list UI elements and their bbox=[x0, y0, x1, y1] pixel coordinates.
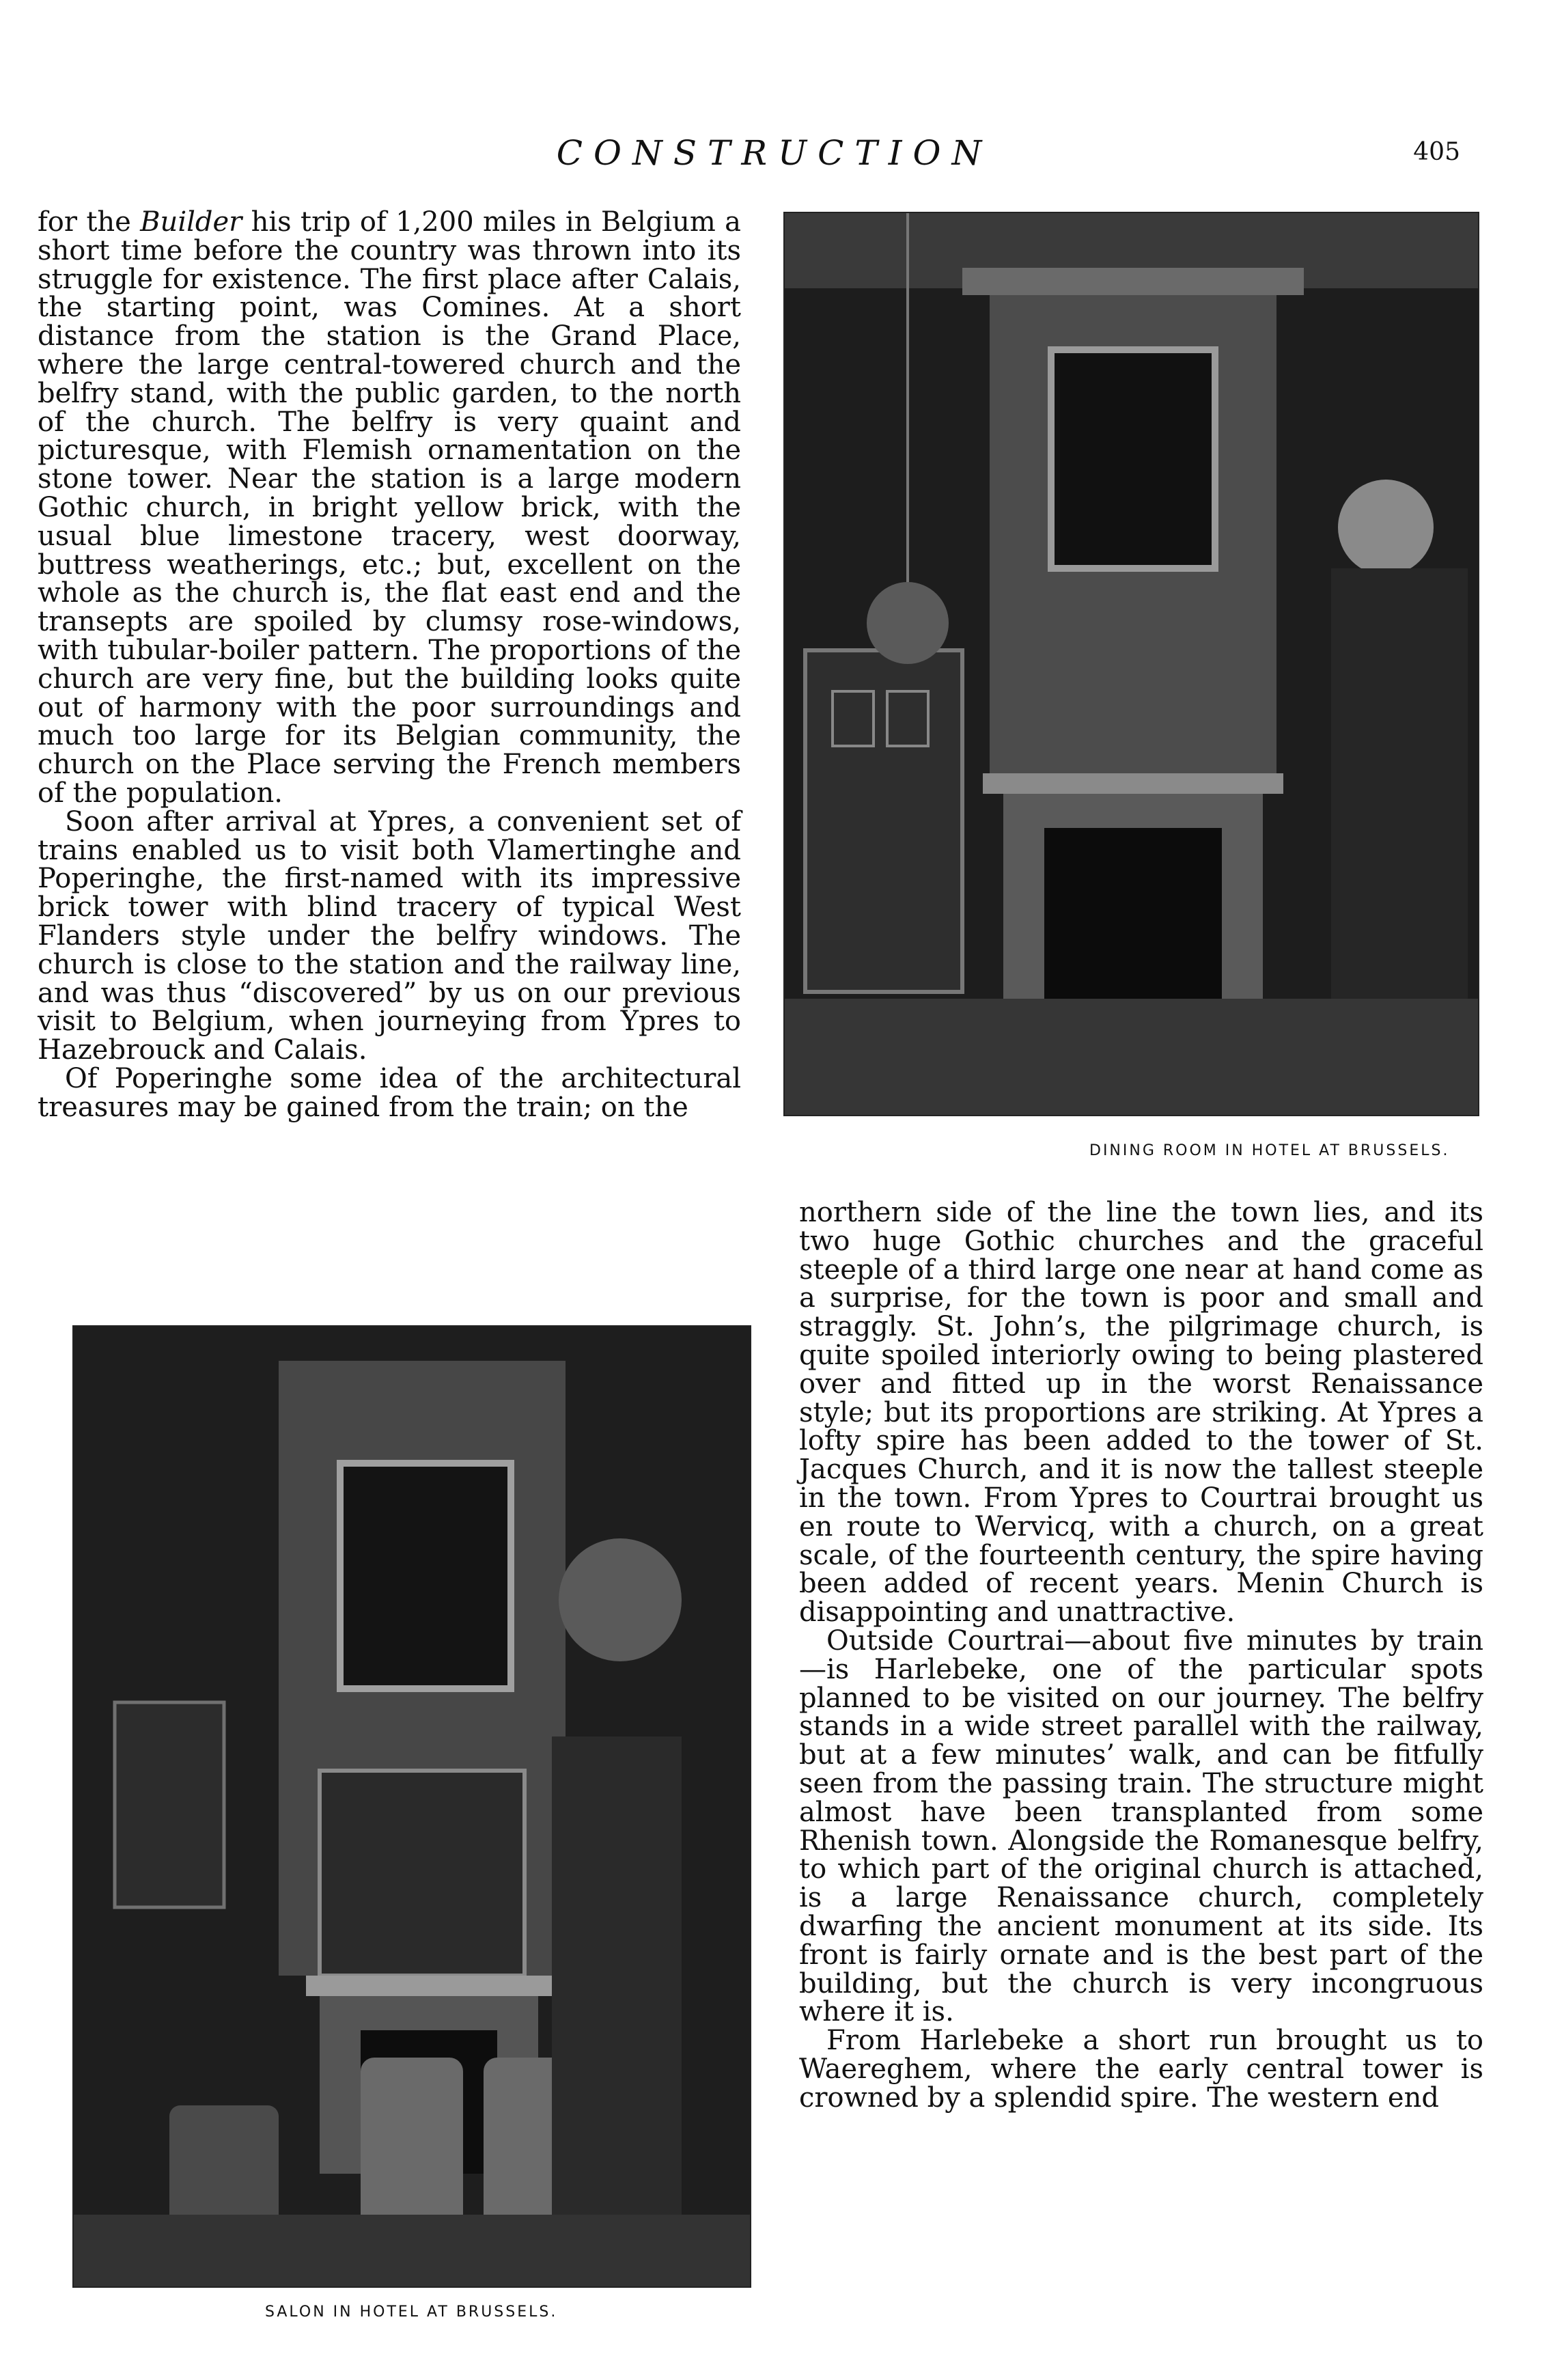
running-header-title: CONSTRUCTION bbox=[556, 133, 993, 173]
paragraph bbox=[38, 208, 741, 808]
salon-illustration bbox=[74, 1327, 750, 2286]
paragraph: Outside Courtrai—about five minutes by train—is Harlebeke, one of the particular spots planned to be visited on our journey. The belfry stands in a wide street parallel with the railway, but at a few minutes’ walk, and can be fitfully seen from the passing train. The structure might almost have been transplanted from some Rhenish town. Alongside the Romanesque belfry, to which part of the original church is attached, is a large Renaissance church, completely dwarfing the ancient monument at its side. Its front is fairly ornate and is the best part of the building, but the church is very incongruous where it is. bbox=[799, 1624, 1483, 2028]
publication-name: Builder bbox=[140, 206, 242, 238]
salon-photograph bbox=[72, 1325, 751, 2288]
dining-room-photograph bbox=[783, 212, 1479, 1116]
dining-room-caption: DINING ROOM IN HOTEL AT BRUSSELS. bbox=[1089, 1142, 1450, 1159]
page-number: 405 bbox=[1413, 138, 1460, 166]
paragraph-text: for the bbox=[38, 206, 141, 238]
paragraph: Of Poperinghe some idea of the architectural treasures may be gained from the train; on the bbox=[38, 1062, 741, 1123]
salon-caption: SALON IN HOTEL AT BRUSSELS. bbox=[265, 2303, 558, 2321]
left-column-text bbox=[38, 208, 741, 1122]
paragraph: Soon after arrival at Ypres, a convenient set of trains enabled us to visit both Vlamertinghe and Poperinghe, the first-named with its impressive brick tower with blind tracery of typical West Flanders style under the belfry windows. The church is close to the station and the railway line, and was thus “discovered” by us on our previous visit to Belgium, when journeying from Ypres to Hazebrouck and Calais. bbox=[38, 805, 741, 1066]
paragraph: From Harlebeke a short run brought us to Waereghem, where the early central tower is crowned by a splendid spire. The western end bbox=[799, 2025, 1483, 2114]
paragraph-text: his trip of 1,200 miles in Belgium a short time before the country was thrown into its struggle for existence. The first place after Calais, the starting point, was Comines. At a short distance from the station is the Grand Place, where the large central-towered church and the belfry stand, with the public garden, to the north of the church. The belfry is very quaint and picturesque, with Flemish ornamentation on the stone tower. Near the station is a large modern Gothic church, in bright yellow brick, with the usual blue limestone tracery, west doorway, buttress weatherings, etc.; but, excellent on the whole as the church is, the flat east end and the transepts are spoiled by clumsy rose-windows, with tubular-boiler pattern. The proportions of the church are very fine, but the building looks quite out of harmony with the poor surroundings and much too large for its Belgian community, the church on the Place serving the French members of the population. bbox=[38, 206, 741, 809]
right-column-text bbox=[799, 1199, 1483, 2113]
paragraph: northern side of the line the town lies, and its two huge Gothic churches and the graceful steeple of a third large one near at hand come as a surprise, for the town is poor and small and straggly. St. John’s, the pilgrimage church, is quite spoiled interiorly owing to being plastered over and fitted up in the worst Renaissance style; but its proportions are striking. At Ypres a lofty spire has been added to the tower of St. Jacques Church, and it is now the tallest steeple in the town. From Ypres to Courtrai brought us en route to Wervicq, with a church, on a great scale, of the fourteenth century, the spire having been added of recent years. Menin Church is disappointing and unattractive. bbox=[799, 1197, 1483, 1629]
dining-room-illustration bbox=[785, 213, 1478, 1115]
